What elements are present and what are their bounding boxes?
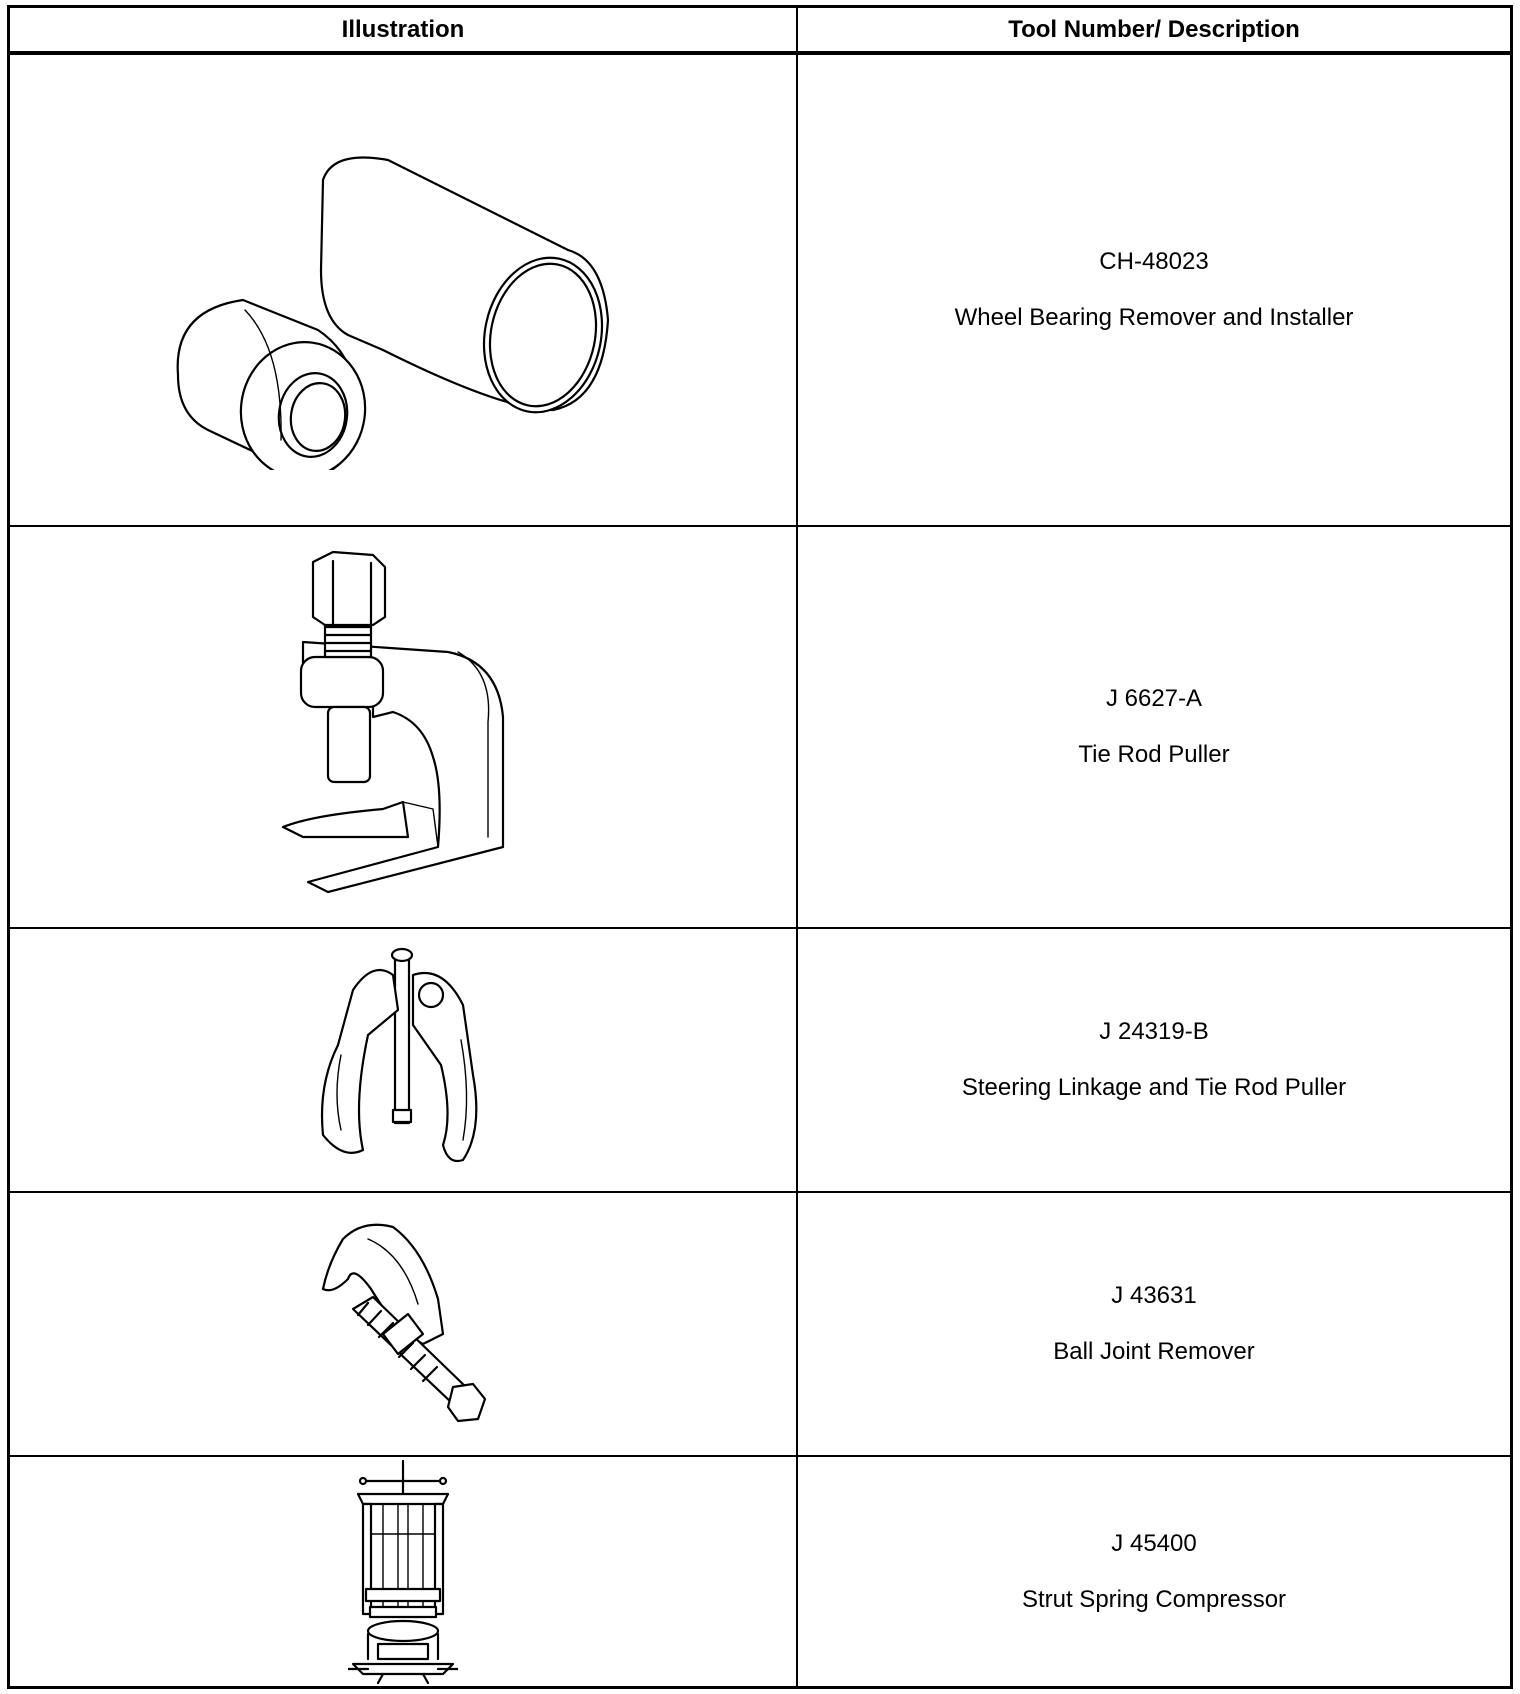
tool-number: CH-48023 xyxy=(1099,248,1209,275)
tool-number: J 45400 xyxy=(1111,1529,1197,1557)
tool-description: Wheel Bearing Remover and Installer xyxy=(954,304,1354,331)
illustration-cell xyxy=(10,1193,798,1455)
tool-info-cell xyxy=(798,1457,1510,1686)
table-header-row xyxy=(10,8,1510,53)
ball-joint-remover-icon xyxy=(313,1219,493,1429)
table-row xyxy=(10,53,1510,525)
description-header-cell xyxy=(798,8,1510,51)
illustration-cell xyxy=(10,55,798,525)
tool-number: J 6627-A xyxy=(1105,685,1203,712)
illustration-column-header: Illustration xyxy=(341,15,465,43)
illustration-header-cell xyxy=(10,8,798,51)
table-row xyxy=(10,1455,1510,1686)
strut-spring-compressor-icon xyxy=(348,1459,458,1684)
tie-rod-puller-icon xyxy=(273,547,533,907)
tool-description: Strut Spring Compressor xyxy=(1021,1585,1287,1613)
tool-description: Steering Linkage and Tie Rod Puller xyxy=(961,1074,1347,1101)
tool-description-column-header: Tool Number/ Description xyxy=(1008,15,1300,43)
illustration-cell xyxy=(10,527,798,927)
tool-number: J 43631 xyxy=(1111,1282,1197,1309)
tools-table xyxy=(7,5,1513,1689)
tool-info-cell xyxy=(798,929,1510,1191)
wheel-bearing-remover-installer-icon xyxy=(173,110,633,470)
illustration-cell xyxy=(10,929,798,1191)
tool-description: Tie Rod Puller xyxy=(1078,741,1230,768)
steering-linkage-puller-icon xyxy=(313,945,493,1175)
tool-number: J 24319-B xyxy=(1099,1018,1209,1045)
tool-description: Ball Joint Remover xyxy=(1053,1338,1255,1365)
table-row xyxy=(10,927,1510,1191)
tool-info-cell xyxy=(798,1193,1510,1455)
table-row xyxy=(10,1191,1510,1455)
tool-info-cell xyxy=(798,527,1510,927)
illustration-cell xyxy=(10,1457,798,1686)
tool-info-cell xyxy=(798,55,1510,525)
table-row xyxy=(10,525,1510,927)
